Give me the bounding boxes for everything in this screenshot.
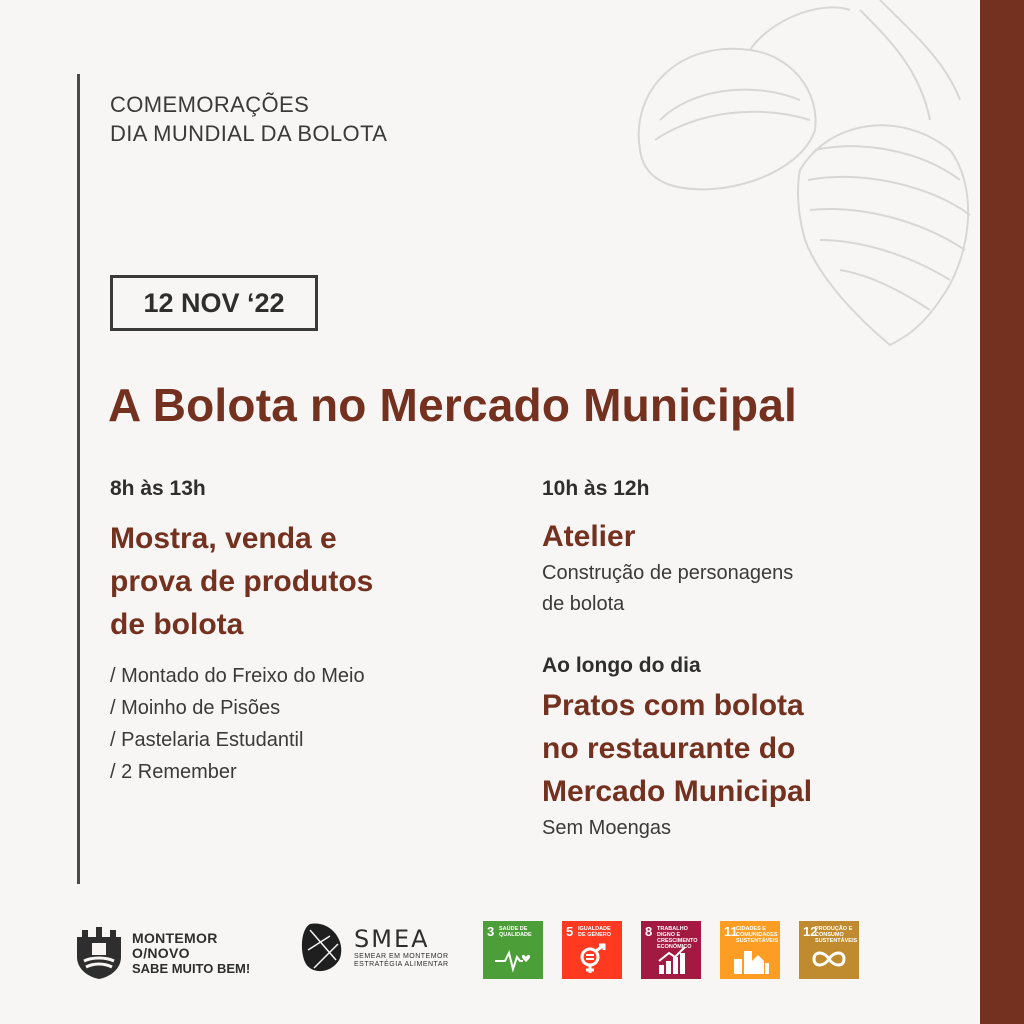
smea-sub2: ESTRATÉGIA ALIMENTAR [354,961,449,968]
sdg-badge-3 [483,921,543,979]
list-item: / Moinho de Pisões [110,697,281,719]
left-title-line: de bolota [110,608,244,641]
smea-logo [300,920,449,974]
atelier-title: Atelier [542,520,636,553]
sdg-label: CIDADES E COMUNIDADES SUSTENTÁVEIS [736,926,779,944]
right-color-bar [980,0,1024,1024]
atelier-description [542,558,942,620]
sdg-number: 11 [724,924,738,939]
montemor-text [132,931,250,976]
sdg-badge-8 [641,921,701,979]
smea-name: SMEA [354,925,430,953]
sdg-number: 5 [566,924,574,939]
infinity-icon [809,943,849,975]
montemor-line2: O/NOVO [132,944,190,961]
atelier-desc-line: Construção de personagens [542,562,794,584]
montemor-slogan: SABE MUITO BEM! [132,960,251,976]
date-box: 12 NOV ‘22 [110,275,318,331]
sdg-label: SAÚDE DE QUALIDADE [499,926,532,938]
smea-sub1: SEMEAR EM MONTEMOR [354,953,449,960]
sdg-badge-5 [562,921,622,979]
atelier-desc-line: de bolota [542,593,625,615]
list-item: / 2 Remember [110,761,237,783]
montemor-logo [74,927,250,979]
heartbeat-icon [493,943,533,975]
atelier-time: 10h às 12h [542,477,650,500]
left-activity-title [110,517,490,646]
sdg-label: IGUALDADE DE GÉNERO [578,926,612,938]
montemor-shield-icon [74,927,124,979]
acorn-illustration-icon [600,0,980,350]
sdg-number: 3 [487,924,495,939]
sdg-number: 12 [803,924,818,939]
allday-title-line: Pratos com bolota [542,689,804,722]
allday-title [542,684,942,813]
list-item: / Pastelaria Estudantil [110,729,304,751]
left-column [110,475,490,788]
sdg-number: 8 [645,924,653,939]
right-column [542,475,942,844]
list-item: / Montado do Freixo do Meio [110,665,365,687]
sdg-badges [483,921,859,979]
growth-chart-icon [651,943,691,975]
sdg-badge-11 [720,921,780,979]
gender-icon [572,943,612,975]
left-title-line: prova de produtos [110,565,374,598]
smea-text [354,925,449,969]
event-header-line2: DIA MUNDIAL DA BOLOTA [110,121,388,146]
footer [0,915,980,985]
allday-time: Ao longo do dia [542,654,701,677]
buildings-icon [730,943,770,975]
event-header [110,90,387,148]
allday-title-line: Mercado Municipal [542,775,813,808]
producer-list [110,660,490,788]
left-title-line: Mostra, venda e [110,522,337,555]
montemor-line1: MONTEMOR [132,929,218,946]
left-time: 8h às 13h [110,477,206,500]
sdg-label: PRODUÇÃO E CONSUMO SUSTENTÁVEIS [815,926,858,944]
smea-leaf-icon [300,920,346,974]
main-title: A Bolota no Mercado Municipal [108,379,798,431]
allday-description: Sem Moengas [542,817,671,839]
allday-title-line: no restaurante do [542,732,796,765]
sdg-badge-12 [799,921,859,979]
event-header-line1: COMEMORAÇÕES [110,92,310,117]
sdg-label: TRABALHO DIGNO E CRESCIMENTO ECONÓMICO [657,926,698,950]
vertical-divider-line [77,74,80,884]
